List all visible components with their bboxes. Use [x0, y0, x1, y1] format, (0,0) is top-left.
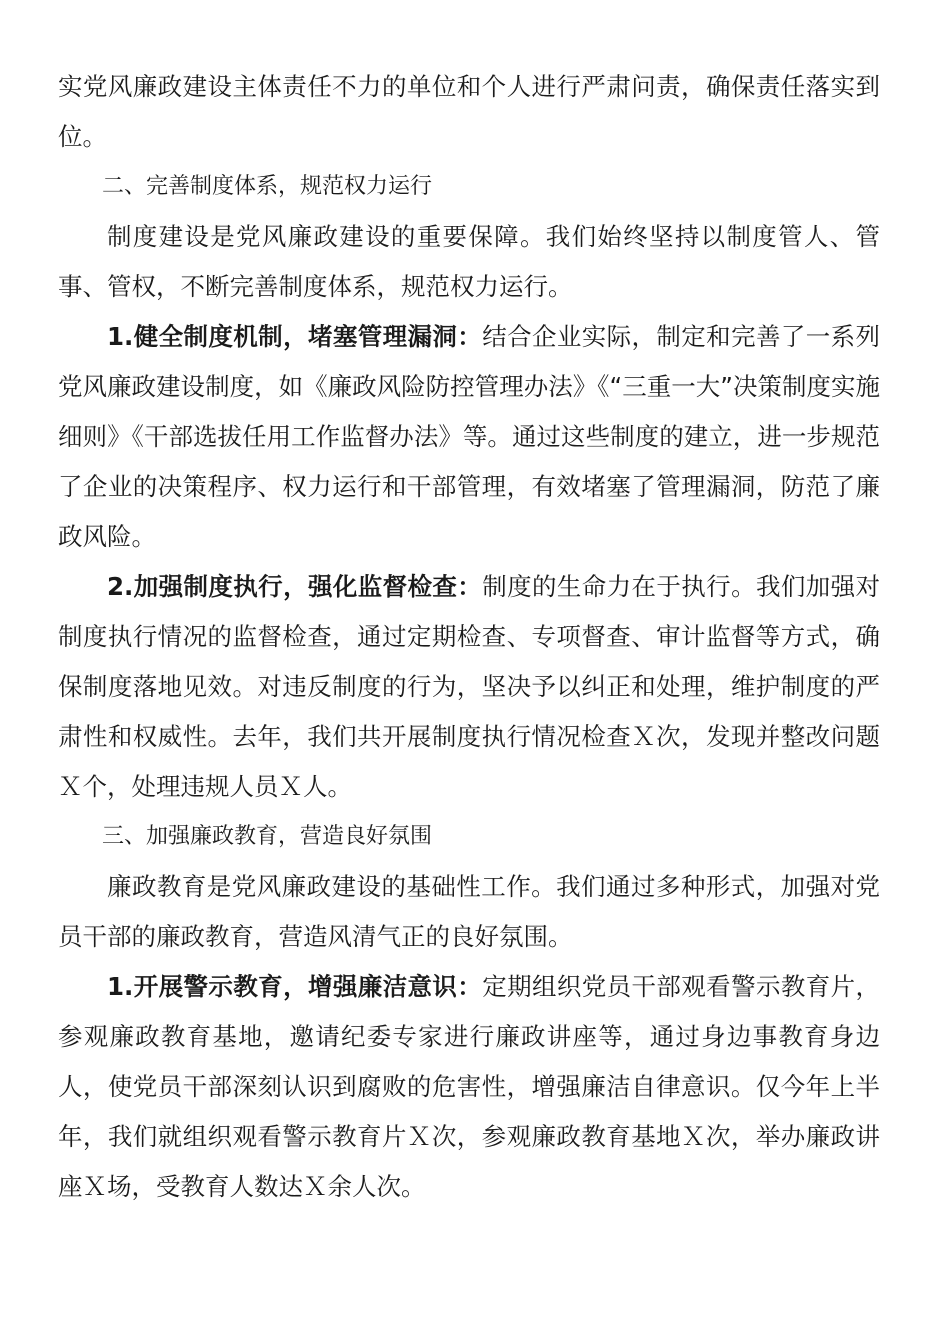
paragraph-mechanism — [58, 312, 880, 562]
document-page — [58, 62, 880, 1212]
paragraph-body-execution: 制度的生命力在于执行。我们加强对制度执行情况的监督检查，通过定期检查、专项督查、审计监督等方式，确保制度落地见效。对违反制度的行为，坚决予以纠正和处理，维护制度的严肃性和权威性。去年，我们共开展制度执行情况检查Ｘ次，发现并整改问题Ｘ个，处理违规人员Ｘ人。 — [58, 572, 881, 801]
section-heading-2: 二、完善制度体系，规范权力运行 — [102, 174, 433, 199]
paragraph-execution — [58, 562, 880, 812]
paragraph-lead-mechanism: 1.健全制度机制，堵塞管理漏洞： — [107, 322, 483, 351]
paragraph-system-intro: 制度建设是党风廉政建设的重要保障。我们始终坚持以制度管人、管事、管权，不断完善制度体系，规范权力运行。 — [58, 222, 880, 301]
paragraph-warning-education — [58, 962, 880, 1212]
paragraph-lead-execution: 2.加强制度执行，强化监督检查： — [107, 572, 483, 601]
paragraph-continued: 实党风廉政建设主体责任不力的单位和个人进行严肃问责，确保责任落实到位。 — [58, 72, 880, 151]
paragraph-body-warning: 定期组织党员干部观看警示教育片，参观廉政教育基地，邀请纪委专家进行廉政讲座等，通过身边事教育身边人，使党员干部深刻认识到腐败的危害性，增强廉洁自律意识。仅今年上半年，我们就组织观看警示教育片Ｘ次，参观廉政教育基地Ｘ次，举办廉政讲座Ｘ场，受教育人数达Ｘ余人次。 — [58, 972, 881, 1201]
paragraph-education-intro: 廉政教育是党风廉政建设的基础性工作。我们通过多种形式，加强对党员干部的廉政教育，营造风清气正的良好氛围。 — [58, 872, 880, 951]
paragraph-lead-warning: 1.开展警示教育，增强廉洁意识： — [107, 972, 483, 1001]
paragraph-body-mechanism: 结合企业实际，制定和完善了一系列党风廉政建设制度，如《廉政风险防控管理办法》《“三重一大”决策制度实施细则》《干部选拔任用工作监督办法》等。通过这些制度的建立，进一步规范了企业的决策程序、权力运行和干部管理，有效堵塞了管理漏洞，防范了廉政风险。 — [58, 322, 881, 551]
section-heading-3: 三、加强廉政教育，营造良好氛围 — [102, 824, 433, 849]
